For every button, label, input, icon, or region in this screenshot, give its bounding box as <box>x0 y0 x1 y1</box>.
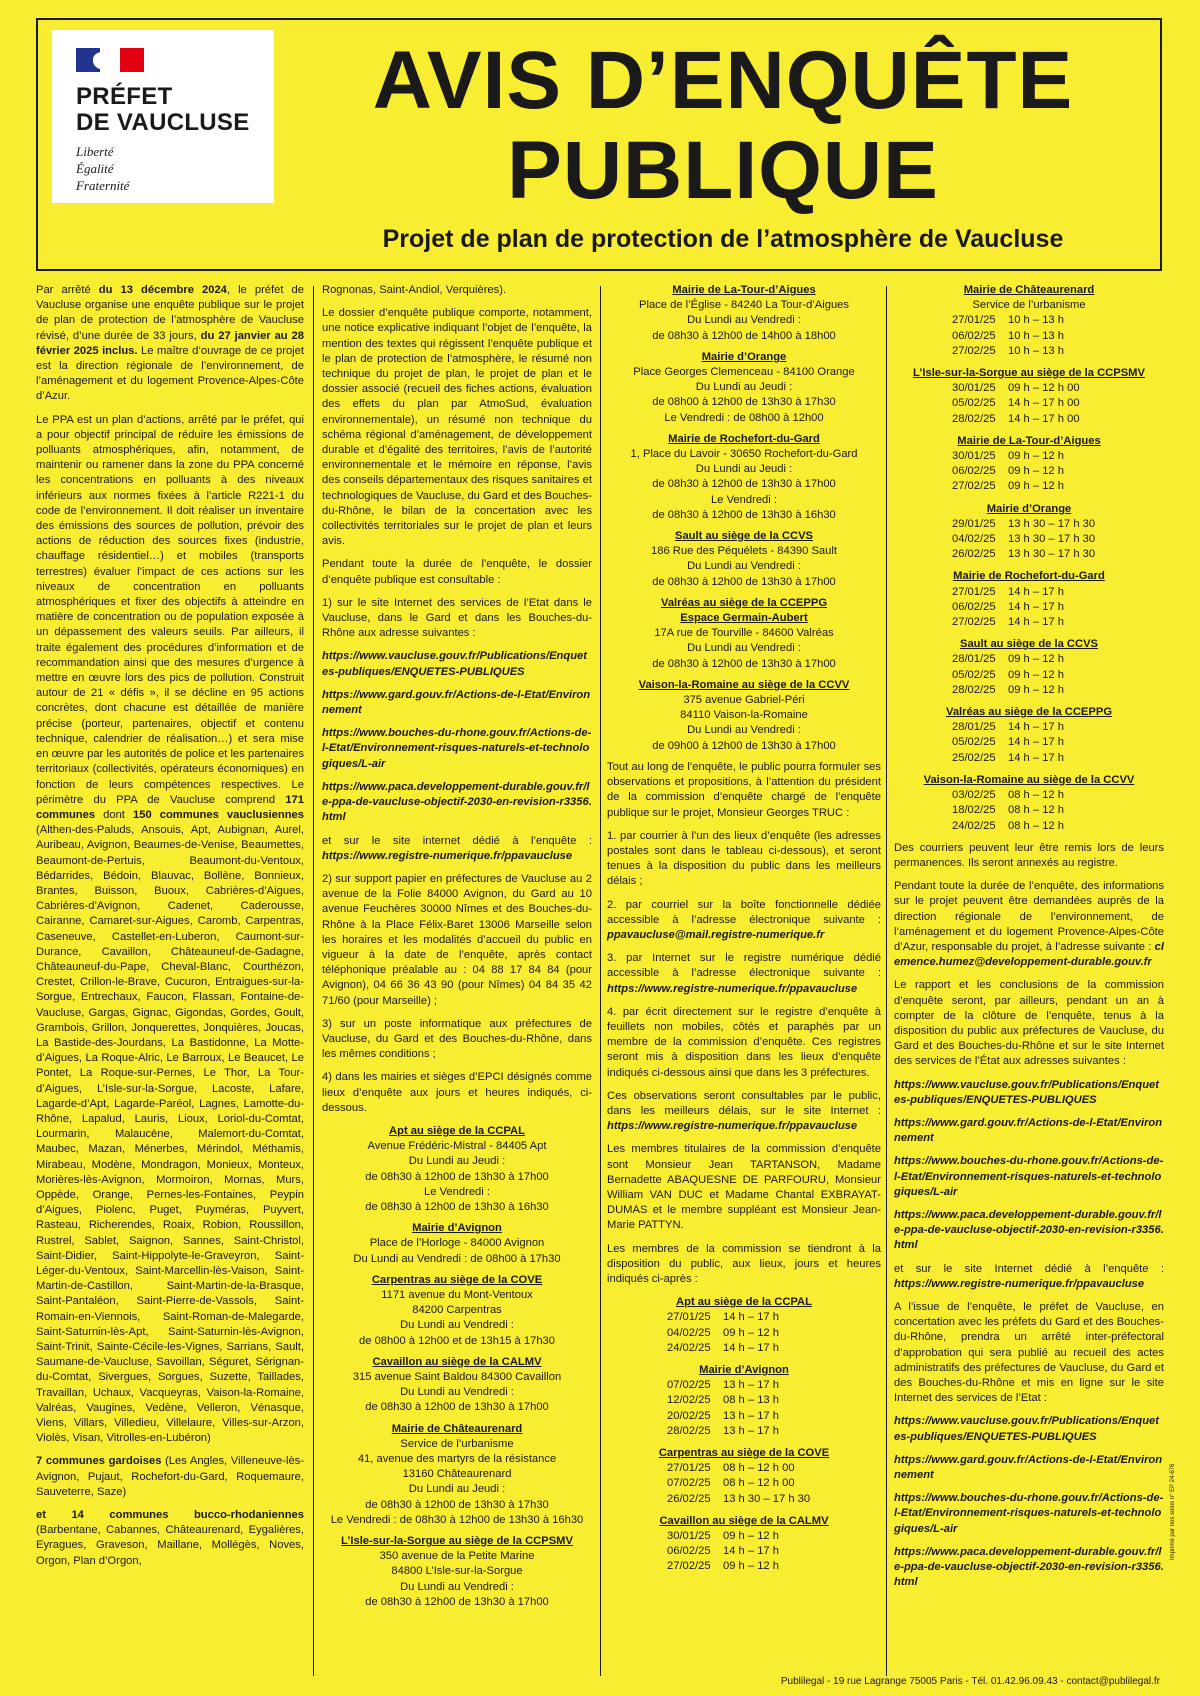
place-line: de 08h30 à 12h00 de 13h30 à 16h30 <box>652 508 836 521</box>
column-2 <box>322 283 592 1616</box>
place-line: Service de l’urbanisme <box>400 1437 514 1450</box>
schedule-date: 06/02/25 <box>952 329 996 342</box>
place-line: 84800 L’Isle-sur-la-Sorgue <box>391 1565 523 1578</box>
schedule-time: 14 h – 17 h <box>1008 721 1064 734</box>
place-block <box>322 1273 592 1349</box>
approbation-paragraph: A l’issue de l’enquête, le préfet de Vaucluse, en concertation avec les préfets du Gard et des Bouches-du-Rhône, prendra un arrêté inter-préfectoral d’approbation qui sera publié au recueil des actes administratifs des préfectures de Vaucluse, du Gard et des Bouches-du-Rhône et mis en ligne sur le site Internet des services de l’Etat : <box>894 1300 1164 1405</box>
consultation-intro: Pendant toute la durée de l’enquête, le dossier d’enquête publique est consultable : <box>322 558 592 586</box>
observation-registre: 4. par écrit directement sur le registre d’enquête à feuillets non mobiles, côtés et paraphés par un membre de la commission d’enquête. Ces registres seront mis à disposition dans les lieux d’enquête indiqués ci-dessous ainsi que dans les 3 préfectures. <box>607 1005 881 1079</box>
schedule-time: 10 h – 13 h <box>1008 314 1064 327</box>
paca-link[interactable]: https://www.paca.developpement-durable.gouv.fr/le-ppa-de-vaucluse-objectif-2030-en-revision-r3356.html <box>322 780 592 824</box>
mairies-support: 4) dans les mairies et sièges d’EPCI désignés comme lieux d’enquête aux jours et heures indiqués, ci-dessous. <box>322 1071 592 1114</box>
schedule-heading: Sault au siège de la CCVS <box>959 638 1099 651</box>
place-line: Le Vendredi : <box>424 1185 490 1198</box>
schedule-block <box>894 434 1164 495</box>
schedule-row <box>607 1378 881 1393</box>
place-block <box>322 1534 592 1610</box>
schedule-heading: Mairie d’Avignon <box>699 1364 789 1376</box>
schedule-block <box>894 366 1164 427</box>
schedule-heading: L’Isle-sur-la-Sorgue au siège de la CCPSMV <box>913 367 1145 380</box>
place-line: 1, Place du Lavoir - 30650 Rochefort-du-Gard <box>630 448 858 461</box>
schedule-date: 30/01/25 <box>952 450 996 463</box>
commission-availability: Les membres de la commission se tiendront à la disposition du public, aux lieux, jours et heures indiqués ci-après : <box>607 1242 881 1285</box>
place-heading: Mairie d’Avignon <box>412 1222 502 1235</box>
place-heading: L’Isle-sur-la-Sorgue au siège de la CCPSMV <box>341 1535 573 1548</box>
schedule-row <box>894 600 1164 615</box>
place-line: 1171 avenue du Mont-Ventoux <box>381 1288 533 1301</box>
schedule-row <box>607 1424 881 1439</box>
consultation-websites: 1) sur le site Internet des services de l’Etat dans le Vaucluse, dans le Gard et dans les Bouches-du-Rhône aux adresse suivantes : <box>322 596 592 640</box>
schedule-date: 28/01/25 <box>952 653 996 666</box>
place-line: Du Lundi au Jeudi : <box>695 463 793 476</box>
gard-communes: 7 communes gardoises (Les Angles, Villeneuve-lès-Avignon, Pujaut, Rochefort-du-Gard, Roquemaure, Sauveterre, Saze) <box>36 1455 304 1498</box>
place-line: de 08h30 à 12h00 de 13h30 à 17h00 <box>652 575 836 588</box>
schedule-time: 14 h – 17 h <box>1008 585 1064 598</box>
schedule-heading: Mairie de Rochefort-du-Gard <box>953 570 1105 583</box>
schedule-time: 09 h – 12 h <box>723 1326 779 1339</box>
ppa-paragraph: Le PPA est un plan d’actions, arrêté par le préfet, qui a pour objectif principal de réduire les émissions de polluants atmosphériques, afin, notamment, de maintenir ou ramener dans la zone du PPA concerné les concentrations en polluants à des niveaux inférieurs aux normes fixées à l’article R221-1 du code de l’environnement. Il doit réaliser un inventaire des émissions des sources de pollution, prévoir des actions de réduction des sources fixes (industrie, chauffage résidentiel…) et mobiles (transports terrestres) évaluer l’impact de ces actions sur les niveaux de concentration en polluants atmosphériques et fixer des objectifs à atteindre en matière de concentration ou de population exposée à un dépassement des valeurs seuils. Par ailleurs, il traite également des procédures d’information et de recommandation ainsi que des mesures d’urgence à mettre en œuvre lors des pics de pollution. Construit autour de 21 « défis », il se décline en 95 actions concrètes, dont chacune est détaillée de manière précise (porteur, partenaires, objectif et contenu technique, calendrier de réalisation…) et sera mise en œuvre par les autorités de police et les partenaires territoriaux (collectivités, opérateurs économiques) en fonction de leurs compétences respectives. Le périmètre du PPA de Vaucluse comprend 171 communes dont 150 communes vauclusiennes (Althen-des-Paluds, Ansouis, Apt, Aubignan, Aurel, Auribeau, Avignon, Beaumes-de-Venise, Beaumettes, Beaumont-de-Pertuis, Beaumont-du-Ventoux, Bédarrides, Bédoin, Blauvac, Bollène, Bonnieux, Brantes, Buisson, Buoux, Cabrières-d’Aigues, Cabrières-d’Avignon, Cadenet, Caderousse, Cairanne, Camaret-sur-Aigues, Caromb, Carpentras, Caseneuve, Castellet-en-Luberon, Caumont-sur-Durance, Cavaillon, Châteauneuf-de-Gadagne, Châteauneuf-du-Pape, Cheval-Blanc, Courthézon, Crestet, Crillon-le-Brave, Cucuron, Entraigues-sur-la-Sorgue, Entrechaux, Faucon, Flassan, Fontaine-de-Vaucluse, Gargas, Gignac, Gigondas, Gordes, Goult, Grambois, Grillon, Jonquerettes, Jonquières, Joucas, La Bastide-des-Jourdans, La Bastidonne, La Motte-d’Aigues, La Roque-Alric, Le Barroux, Le Beaucet, Le Pontet, La Roque-sur-Pernes, Le Thor, La Tour-d’Aigues, L’Isle-sur-la-Sorgue, Lacoste, Lafare, Lagarde-d’Apt, Lagarde-Paréol, Lagnes, Lamotte-du-Rhône, Lapalud, Lauris, Lioux, Loriol-du-Comtat, Lourmarin, Malaucène, Malemort-du-Comtat, Maubec, Mazan, Ménerbes, Mérindol, Méthamis, Mirabeau, Modène, Mondragon, Monieux, Monteux, Morières-lès-Avignon, Mormoiron, Mornas, Murs, Oppède, Orange, Pernes-les-Fontaines, Peypin d’Aigues, Piolenc, Puget, Puyméras, Puyvert, Rasteau, Richerendes, Roaix, Robion, Roussillon, Rustrel, Sablet, Saignon, Sannes, Saint-Christol, Saint-Didier, Saint-Hippolyte-le-Graveyron, Saint-Léger-du-Ventoux, Saint-Marcellin-lès-Vaison, Saint-Martin-de-Castillon, Saint-Martin-de-la-Brasque, Saint-Pantaléon, Saint-Pierre-de-Vassols, Saint-Romain-en-Viennois, Saint-Roman-de-Malegarde, Saint-Saturnin-lès-Apt, Saint-Saturnin-lès-Avignon, Saint-Trinit, Sainte-Cécile-les-Vignes, Sarrians, Sault, Saumane-de-Vaucluse, Savoillan, Séguret, Sérignan-du-Comtat, Sivergues, Sorgues, Suzette, Taillades, Travaillan, Uchaux, Vacqueyras, Vaison-la-Romaine, Valréas, Vaugines, Vedène, Velleron, Vénasque, Viens, Villars, Villedieu, Villelaure, Villes-sur-Arzon, Violès, Visan, Vitrolles-en-Lubéron) <box>36 413 304 1445</box>
schedule-row <box>894 313 1164 328</box>
header-box <box>36 18 1162 271</box>
schedule-time: 14 h – 17 h 00 <box>1008 412 1080 425</box>
logo-motto: Liberté Égalité Fraternité <box>76 144 130 193</box>
place-line: Du Lundi au Vendredi : <box>687 314 801 327</box>
paca-link[interactable]: https://www.paca.developpement-durable.gouv.fr/le-ppa-de-vaucluse-objectif-2030-en-revision-r3356.html <box>894 1545 1164 1589</box>
schedule-heading: Valréas au siège de la CCEPPG <box>945 706 1113 719</box>
schedule-heading: Vaison-la-Romaine au siège de la CCVV <box>923 773 1135 786</box>
registre-sentence: et sur le site Internet dédié à l’enquête : https://www.registre-numerique.fr/ppavaucluse <box>894 1262 1164 1290</box>
schedule-date: 04/02/25 <box>952 533 996 546</box>
place-line: 375 avenue Gabriel-Péri <box>683 694 805 707</box>
place-heading: Mairie de Rochefort-du-Gard <box>668 432 820 445</box>
schedule-date: 27/02/25 <box>952 616 996 629</box>
schedule-list <box>894 283 1164 834</box>
bdr-link[interactable]: https://www.bouches-du-rhone.gouv.fr/Actions-de-l-Etat/Environnement-risques-naturels-et-technologiques/L-air <box>894 1155 1164 1198</box>
schedule-date: 28/02/25 <box>667 1424 711 1437</box>
schedule-date: 27/02/25 <box>952 344 996 357</box>
schedule-time: 13 h – 17 h <box>723 1409 779 1422</box>
schedule-heading: Carpentras au siège de la COVE <box>658 1447 830 1460</box>
schedule-date: 03/02/25 <box>952 789 996 802</box>
place-line: Du Lundi au Vendredi : <box>687 724 801 737</box>
schedule-row <box>894 615 1164 630</box>
schedule-row <box>607 1310 881 1325</box>
prefecture-logo <box>52 30 274 203</box>
place-line: de 08h30 à 12h00 de 13h30 à 16h30 <box>365 1200 549 1213</box>
rapport-paragraph: Le rapport et les conclusions de la commission d’enquête seront, par ailleurs, pendant un an à compter de la clôture de l’enquête, tenus à la disposition du public aux préfectures de Vaucluse, du Gard et des Bouches-du-Rhône et sur le site Internet des services de l’État aux adresses suivantes : <box>894 979 1164 1068</box>
place-line: Du Lundi au Jeudi : <box>408 1155 506 1168</box>
schedule-date: 26/02/25 <box>667 1492 711 1505</box>
schedule-row <box>894 751 1164 766</box>
bdr-communes: et 14 communes bucco-rhodaniennes (Barbentane, Cabannes, Châteaurenard, Eygalières, Eyragues, Graveson, Maillane, Mollégès, Noves, Orgon, Plan d’Orgon, <box>36 1509 304 1567</box>
place-line: Place de l’Horloge - 84000 Avignon <box>369 1237 545 1250</box>
schedule-time: 10 h – 13 h <box>1008 329 1064 342</box>
schedule-time: 08 h – 13 h <box>723 1394 779 1407</box>
schedule-time: 13 h – 17 h <box>723 1424 779 1437</box>
place-block <box>607 283 881 344</box>
schedule-date: 27/02/25 <box>667 1560 711 1573</box>
paper-support: 2) sur support papier en préfectures de Vaucluse au 2 avenue de la Folie 84000 Avignon, du Gard au 10 avenue Feuchères 30000 Nîmes et des Bouches-du-Rhône à la Place Félix-Baret 13006 Marseille selon les horaires et les modalités d’accueil du public en vigueur à la date de l’enquête, après contact téléphonique préalable au : 04 88 17 84 84 (pour Avignon), 04 66 36 43 90 (pour Nîmes) 04 84 35 42 71/60 (pour Marseille) ; <box>322 872 592 1007</box>
schedule-date: 20/02/25 <box>667 1409 711 1422</box>
schedule-subheading: Service de l’urbanisme <box>972 299 1086 312</box>
schedule-row <box>894 344 1164 359</box>
schedule-row <box>607 1341 881 1356</box>
schedule-date: 07/02/25 <box>667 1477 711 1490</box>
schedule-block <box>894 569 1164 630</box>
schedule-list <box>607 1295 881 1574</box>
place-line: de 08h30 à 12h00 de 13h30 à 17h00 <box>365 1170 549 1183</box>
registre-link[interactable]: https://www.registre-numerique.fr/ppavaucluse <box>607 1120 858 1133</box>
place-line: de 08h30 à 12h00 de 13h30 à 17h30 <box>365 1498 549 1511</box>
place-line: de 08h00 à 12h00 de 13h30 à 17h30 <box>652 396 836 409</box>
schedule-row <box>894 788 1164 803</box>
gard-link[interactable]: https://www.gard.gouv.fr/Actions-de-l-Etat/Environnement <box>894 1453 1163 1482</box>
schedule-date: 05/02/25 <box>952 668 996 681</box>
schedule-time: 14 h – 17 h <box>1008 751 1064 764</box>
schedule-date: 06/02/25 <box>952 465 996 478</box>
schedule-date: 27/01/25 <box>667 1462 711 1475</box>
schedule-row <box>894 819 1164 834</box>
schedule-row <box>894 735 1164 750</box>
schedule-time: 14 h – 17 h <box>723 1545 779 1558</box>
schedule-date: 07/02/25 <box>667 1379 711 1392</box>
schedule-row <box>894 803 1164 818</box>
intro-paragraph: Par arrêté du 13 décembre 2024, le préfet de Vaucluse organise une enquête publique sur le projet de plan de protection de l’atmosphère de Vaucluse révisé, d’une durée de 33 jours, du 27 janvier au 28 février 2025 inclus. Le maître d’ouvrage de ce projet est la direction régionale de l’environnement, de l’aménagement et du logement Provence-Alpes-Côte d’Azur. <box>36 284 304 403</box>
schedule-time: 09 h – 12 h <box>1008 683 1064 696</box>
schedule-time: 13 h 30 – 17 h 30 <box>1008 548 1096 561</box>
schedule-date: 27/01/25 <box>952 314 996 327</box>
schedule-block <box>607 1295 881 1356</box>
schedule-time: 08 h – 12 h 00 <box>723 1477 795 1490</box>
registre-link[interactable]: https://www.registre-numerique.fr/ppavaucluse <box>607 982 858 995</box>
places-list <box>322 1124 592 1610</box>
schedule-row <box>894 449 1164 464</box>
schedule-row <box>894 464 1164 479</box>
schedule-row <box>607 1409 881 1424</box>
place-line: Place Georges Clemenceau - 84100 Orange <box>633 366 855 379</box>
schedule-time: 09 h – 12 h <box>723 1560 779 1573</box>
schedule-time: 13 h 30 – 17 h 30 <box>1008 533 1096 546</box>
schedule-date: 26/02/25 <box>952 548 996 561</box>
column-divider <box>886 286 887 1676</box>
schedule-heading: Mairie de La-Tour-d’Aigues <box>957 434 1101 447</box>
schedule-row <box>894 547 1164 562</box>
place-line: Du Lundi au Vendredi : de 08h00 à 17h30 <box>353 1252 561 1265</box>
place-line: de 08h00 à 12h00 et de 13h15 à 17h30 <box>359 1334 555 1347</box>
place-line: 315 avenue Saint Baldou 84300 Cavaillon <box>352 1371 562 1383</box>
place-heading: Mairie de La-Tour-d’Aigues <box>672 284 816 296</box>
place-block <box>607 678 881 754</box>
place-line: Du Lundi au Vendredi : <box>687 642 801 655</box>
schedule-date: 12/02/25 <box>667 1394 711 1407</box>
place-line: Du Lundi au Jeudi : <box>695 381 793 394</box>
place-block <box>322 1124 592 1215</box>
computer-support: 3) sur un poste informatique aux préfectures de Vaucluse, du Gard et des Bouches-du-Rhône, dans les mêmes conditions ; <box>322 1017 592 1061</box>
observations-consultable: Ces observations seront consultables par le public, dans les meilleurs délais, sur le site Internet : https://www.registre-numerique.fr/ppavaucluse <box>607 1089 881 1133</box>
schedule-time: 09 h – 12 h <box>1008 450 1064 463</box>
place-block <box>322 1221 592 1267</box>
place-heading: Carpentras au siège de la COVE <box>371 1273 543 1286</box>
schedule-time: 14 h – 17 h <box>723 1341 779 1354</box>
place-line: 84110 Vaison-la-Romaine <box>680 709 808 722</box>
schedule-row <box>894 720 1164 735</box>
vaucluse-link[interactable]: https://www.vaucluse.gouv.fr/Publications/Enquetes-publiques/ENQUETES-PUBLIQUES <box>894 1078 1160 1106</box>
place-line: Le Vendredi : <box>711 493 777 506</box>
bdr-link[interactable]: https://www.bouches-du-rhone.gouv.fr/Actions-de-l-Etat/Environnement-risques-naturels-et-technologiques/L-air <box>322 727 592 770</box>
place-line: Du Lundi au Vendredi : <box>400 1319 514 1332</box>
place-block <box>322 1355 592 1416</box>
place-block <box>607 529 881 590</box>
communes-continued: Rognonas, Saint-Andiol, Verquières). <box>322 284 507 296</box>
schedule-date: 25/02/25 <box>952 751 996 764</box>
place-heading: Mairie d’Orange <box>701 350 787 363</box>
place-heading: Sault au siège de la CCVS <box>674 530 814 543</box>
schedule-date: 27/01/25 <box>952 585 996 598</box>
schedule-time: 14 h – 17 h <box>723 1311 779 1324</box>
schedule-heading: Mairie d’Orange <box>986 502 1072 515</box>
place-line: de 08h30 à 12h00 de 13h30 à 17h00 <box>365 1401 549 1414</box>
schedule-row <box>894 329 1164 344</box>
schedule-row <box>607 1544 881 1559</box>
commission-members: Les membres titulaires de la commission d’enquête sont Monsieur Jean TARTANSON, Madame Bernadette ABAQUESNE DE PARFOURU, Monsieur William VAN DUC et Madame Chantal EXBRAYAT-DUMAS et le membre suppléant est Monsieur Jean-Marie PATTYN. <box>607 1143 881 1232</box>
place-block <box>607 432 881 523</box>
schedule-row <box>894 479 1164 494</box>
schedule-row <box>607 1476 881 1491</box>
schedule-block <box>894 502 1164 563</box>
schedule-date: 05/02/25 <box>952 736 996 749</box>
place-line: Le Vendredi : de 08h00 à 12h00 <box>664 411 824 424</box>
schedule-block <box>894 637 1164 698</box>
marianne-flag-icon <box>76 48 144 72</box>
print-code: Imprimé par nos soins n° EP 24-676 <box>1170 1463 1176 1560</box>
schedule-date: 04/02/25 <box>667 1326 711 1339</box>
page-title: AVIS D’ENQUÊTE PUBLIQUE <box>372 35 1074 216</box>
schedule-date: 28/02/25 <box>952 683 996 696</box>
place-line: Du Lundi au Vendredi : <box>400 1580 514 1593</box>
place-block <box>322 1422 592 1528</box>
schedule-heading: Cavaillon au siège de la CALMV <box>659 1514 829 1527</box>
place-line: de 09h00 à 12h00 de 13h30 à 17h00 <box>652 739 836 752</box>
schedule-date: 05/02/25 <box>952 397 996 410</box>
schedule-date: 30/01/25 <box>952 382 996 395</box>
registre-link[interactable]: https://www.registre-numerique.fr/ppavaucluse <box>322 849 573 862</box>
place-line: 13160 Châteaurenard <box>402 1468 512 1481</box>
gard-link[interactable]: https://www.gard.gouv.fr/Actions-de-l-Etat/Environnement <box>322 688 591 717</box>
place-line: 41, avenue des martyrs de la résistance <box>357 1453 557 1466</box>
schedule-date: 24/02/25 <box>952 819 996 832</box>
place-line: de 08h30 à 12h00 de 13h30 à 17h00 <box>652 478 836 491</box>
places-list <box>607 283 881 754</box>
registre-link[interactable]: https://www.registre-numerique.fr/ppavaucluse <box>894 1277 1145 1290</box>
logo-name: PRÉFET DE VAUCLUSE <box>76 83 250 136</box>
schedule-row <box>894 396 1164 411</box>
schedule-time: 08 h – 12 h 00 <box>723 1462 795 1475</box>
place-line: 186 Rue des Péquélets - 84390 Sault <box>651 545 837 558</box>
schedule-date: 24/02/25 <box>667 1341 711 1354</box>
bdr-link[interactable]: https://www.bouches-du-rhone.gouv.fr/Actions-de-l-Etat/Environnement-risques-naturels-et-technologiques/L-air <box>894 1492 1164 1535</box>
schedule-row <box>894 668 1164 683</box>
schedule-block <box>607 1363 881 1439</box>
schedule-heading: Apt au siège de la CCPAL <box>676 1296 812 1309</box>
place-line: Le Vendredi : de 08h30 à 12h00 de 13h30 à 16h30 <box>330 1513 584 1526</box>
info-paragraph: Pendant toute la durée de l’enquête, des informations sur le projet peuvent être demandées auprès de la direction régionale de l’environnement, de l’aménagement et du logement Provence-Alpes-Côte d’Azur, responsable du projet, à l’adresse suivante : clemence.humez@developpement-durable.gouv.fr <box>894 880 1164 969</box>
schedule-time: 09 h – 12 h 00 <box>1008 382 1080 395</box>
schedule-time: 14 h – 17 h <box>1008 600 1064 613</box>
schedule-row <box>607 1492 881 1507</box>
schedule-date: 27/01/25 <box>667 1311 711 1324</box>
schedule-time: 08 h – 12 h <box>1008 819 1064 832</box>
place-line: 17A rue de Tourville - 84600 Valréas <box>654 627 834 640</box>
schedule-row <box>607 1529 881 1544</box>
place-line: 350 avenue de la Petite Marine <box>379 1550 535 1563</box>
schedule-time: 13 h – 17 h <box>723 1379 779 1392</box>
place-heading: Cavaillon au siège de la CALMV <box>372 1355 542 1368</box>
place-line: Du Lundi au Vendredi : <box>687 560 801 573</box>
column-4 <box>894 283 1164 1598</box>
place-heading: Apt au siège de la CCPAL <box>389 1124 525 1137</box>
schedule-row <box>894 517 1164 532</box>
schedule-date: 28/02/25 <box>952 412 996 425</box>
column-divider <box>313 286 314 1676</box>
observations-intro: Tout au long de l’enquête, le public pourra formuler ses observations et propositions, à l’attention du président de la commission d’enquête chargé de l’enquête publique sur le projet, Monsieur Georges TRUC : <box>607 760 881 819</box>
place-line: 84200 Carpentras <box>412 1304 502 1317</box>
place-heading: Valréas au siège de la CCEPPG <box>660 596 828 609</box>
schedule-row <box>607 1559 881 1574</box>
schedule-row <box>894 585 1164 600</box>
schedule-row <box>894 652 1164 667</box>
column-divider <box>600 286 601 1676</box>
place-line: Du Lundi au Vendredi : <box>400 1386 514 1399</box>
schedule-date: 29/01/25 <box>952 517 996 530</box>
schedule-row <box>894 381 1164 396</box>
vaucluse-link[interactable]: https://www.vaucluse.gouv.fr/Publications/Enquetes-publiques/ENQUETES-PUBLIQUES <box>894 1415 1160 1443</box>
schedule-block <box>607 1446 881 1507</box>
place-line: de 08h30 à 12h00 de 13h30 à 17h00 <box>365 1595 549 1608</box>
gard-link[interactable]: https://www.gard.gouv.fr/Actions-de-l-Etat/Environnement <box>894 1116 1163 1145</box>
schedule-row <box>607 1393 881 1408</box>
observation-courrier: 1. par courrier à l’un des lieux d’enquête (les adresses postales sont dans le tableau ci-dessous), et seront tenues à la disposition du public dans les meilleurs délais ; <box>607 829 881 888</box>
schedule-heading: Mairie de Châteaurenard <box>963 284 1095 296</box>
schedule-block <box>894 283 1164 359</box>
registre-sentence: et sur le site internet dédié à l’enquête : https://www.registre-numerique.fr/ppavaucluse <box>322 834 592 862</box>
place-line: Du Lundi au Jeudi : <box>408 1483 506 1496</box>
schedule-block <box>607 1514 881 1575</box>
schedule-row <box>894 532 1164 547</box>
schedule-time: 10 h – 13 h <box>1008 344 1064 357</box>
schedule-date: 28/01/25 <box>952 721 996 734</box>
schedule-time: 09 h – 12 h <box>723 1530 779 1543</box>
courriel-link[interactable]: ppavaucluse@mail.registre-numerique.fr <box>607 928 825 941</box>
schedule-time: 13 h 30 – 17 h 30 <box>723 1492 811 1505</box>
paca-link[interactable]: https://www.paca.developpement-durable.gouv.fr/le-ppa-de-vaucluse-objectif-2030-en-revision-r3356.html <box>894 1208 1164 1252</box>
place-heading: Vaison-la-Romaine au siège de la CCVV <box>638 678 850 691</box>
observation-internet: 3. par Internet sur le registre numérique dédié accessible à l’adresse électronique suivante : https://www.registre-numerique.fr/ppavaucluse <box>607 952 881 995</box>
schedule-time: 08 h – 12 h <box>1008 789 1064 802</box>
schedule-date: 27/02/25 <box>952 480 996 493</box>
place-block <box>607 596 881 672</box>
place-line: de 08h30 à 12h00 de 13h30 à 17h00 <box>652 657 836 670</box>
schedule-date: 18/02/25 <box>952 804 996 817</box>
schedule-time: 09 h – 12 h <box>1008 653 1064 666</box>
schedule-date: 30/01/25 <box>667 1530 711 1543</box>
column-1 <box>36 283 304 1577</box>
schedule-row <box>894 683 1164 698</box>
place-heading: Espace Germain-Aubert <box>680 612 808 625</box>
schedule-date: 06/02/25 <box>952 600 996 613</box>
schedule-block <box>894 705 1164 766</box>
schedule-row <box>894 412 1164 427</box>
schedule-time: 09 h – 12 h <box>1008 668 1064 681</box>
schedule-time: 14 h – 17 h <box>1008 736 1064 749</box>
schedule-row <box>607 1461 881 1476</box>
place-line: de 08h30 à 12h00 de 14h00 à 18h00 <box>652 329 836 342</box>
schedule-time: 14 h – 17 h <box>1008 616 1064 629</box>
schedule-date: 06/02/25 <box>667 1545 711 1558</box>
schedule-time: 08 h – 12 h <box>1008 804 1064 817</box>
publisher-footer: Publilegal - 19 rue Lagrange 75005 Paris - Tél. 01.42.96.09.43 - contact@publilegal.fr <box>780 1676 1160 1687</box>
column-3 <box>607 283 881 1582</box>
schedule-time: 14 h – 17 h 00 <box>1008 397 1080 410</box>
page-subtitle: Projet de plan de protection de l’atmosphère de Vaucluse <box>382 225 1064 253</box>
dreal-email-link[interactable]: clemence.humez@developpement-durable.gouv.fr <box>894 940 1164 969</box>
courriers-paragraph: Des courriers peuvent leur être remis lors de leurs permanences. Ils seront annexés au registre. <box>894 841 1164 869</box>
schedule-time: 13 h 30 – 17 h 30 <box>1008 517 1096 530</box>
schedule-time: 09 h – 12 h <box>1008 480 1064 493</box>
place-line: Place de l’Église - 84240 La Tour-d’Aigues <box>639 299 849 312</box>
place-line: Avenue Frédéric-Mistral - 84405 Apt <box>367 1140 547 1153</box>
place-heading: Mairie de Châteaurenard <box>391 1422 523 1435</box>
place-block <box>607 350 881 426</box>
observation-courriel: 2. par courriel sur la boîte fonctionnelle dédiée accessible à l’adresse électronique suivante : ppavaucluse@mail.registre-numerique.fr <box>607 898 881 941</box>
schedule-time: 09 h – 12 h <box>1008 465 1064 478</box>
vaucluse-link[interactable]: https://www.vaucluse.gouv.fr/Publications/Enquetes-publiques/ENQUETES-PUBLIQUES <box>322 650 588 678</box>
schedule-row <box>607 1326 881 1341</box>
dossier-paragraph: Le dossier d’enquête publique comporte, notamment, une notice explicative indiquant l’objet de l’enquête, la mention des textes qui régissent l’enquête publique et le plan de protection de l’atmosphère, le résumé non technique du projet de plan, le projet de plan et le dossier associé (recueil des fiches actions, évaluation des effets du plan par AtmoSud, évaluation environnementale), un résumé non technique du schéma régional d’aménagement, de développement durable et d’égalité des territoires, l’avis de l’autorité environnementale et le mémoire en réponse, l’avis des conseils départementaux des risques sanitaires et technologiques de Vaucluse, du Gard et des Bouches-du-Rhône, le bilan de la concertation avec les collectivités territoriales sur le projet de plan et leurs avis. <box>322 307 592 548</box>
schedule-block <box>894 773 1164 834</box>
